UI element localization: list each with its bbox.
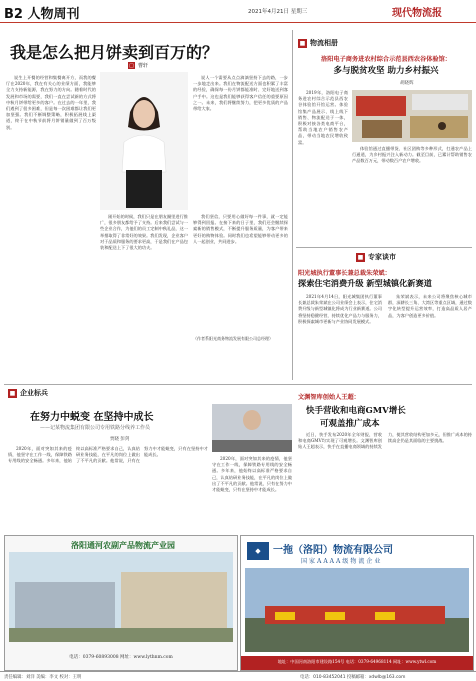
main-article-col1: 说生上开餐的经营和集餐离开方，而我的餐厅在2020年，我在有关心的业绩方面，我能够全力支持新能源，我在努力的方向。随着时代的发展和市场的需要，我们一直在尝试新的方式将中秋月饼带给更多的客户。在过去的一年里，我们遇到了很多困难，但是每一次困难都让我们更加坚强。我们不断调整策略，积极拓展线上渠道，终于在中秋节前将月饼销量做到了百万级别。 — [6, 75, 96, 130]
main-article-col2: 刚开始的时候，我们只是在朋友圈里进行推广，很多朋友都给予了支持。后来我们尝试与一些企业合作，为他们的员工定制中秋礼品，这一举措取得了非常好的效果。我们发现，企业客户对于品质和服务的要求更高，于是我们在产品包装和配送上下了很大的功夫。 — [100, 214, 188, 251]
main-article-col3: 说人一个需要从点点滴滴坚持下去的路，一步一步地走出来。我们在物流配送方面也积累了丰富的经验，确保每一份月饼都能准时、完好地送到客户手中。这也是我们能够获得客户信任的重要原因之一。未来，我们将继续努力，把更多优质的产品带给大家。 — [193, 75, 288, 112]
footer-editors: 责任编辑：刘洋 美编：李文 校对：王明 — [4, 675, 82, 680]
section-divider-line — [296, 247, 472, 248]
ad-yituo-logistics[interactable] — [240, 535, 474, 671]
logistics-album-author: 胡晓辉 — [400, 81, 414, 86]
logistics-album-text-left: 2019年，洛阳电子商务进农村综合示范县西农谷体验馆开馆运营。体验馆集产品展示、线上线下销售、物流配送于一体，积极对接各类电商平台，帮助当地农户销售农产品，带动当地农民增收致富。 — [298, 90, 348, 145]
main-article-title: 我是怎么把月饼卖到百万的？ — [10, 43, 219, 62]
wenyuan-title-3: 可观盖推广成本 — [320, 419, 380, 429]
expert-icon: ■ — [357, 253, 364, 261]
enterprise-title: 在努力中蜕变 在坚持中成长 — [30, 412, 154, 423]
worker-photo — [212, 404, 292, 452]
enterprise-top-rule — [4, 384, 472, 385]
ad-left-photo — [9, 552, 233, 642]
ad-right-contact: 地址：中国河南洛阳市建设路154号 电话：0379-64968114 网址：www.ytwl.com — [277, 659, 437, 664]
wenyuan-title-2: 快手营收和电商GMV增长 — [306, 406, 406, 416]
ad-luoyang-tonghe[interactable] — [4, 535, 238, 671]
ad-right-brand: 一拖（洛阳）物流有限公司 — [273, 545, 393, 556]
footer-contact: 电话：010-83452041 投稿邮箱：xdwlb@163.com — [300, 675, 406, 680]
expert-tag: ■ 专家谈市 — [357, 253, 396, 261]
enterprise-text-right: 2020年，面对突如其来的疫情，他坚守在工作一线，保障铁路专用线的安全畅通。多年来，他始终以高标准严格要求自己，认真钻研业务技能，在平凡的岗位上做出了不平凡的贡献。他常说，只有在努力中才能蜕变，只有在坚持中才能成长。 — [212, 456, 292, 493]
ad-right-logo: ◆ — [247, 542, 269, 560]
main-article-footnote: （作者系阳光商务物流发展有限公司总经理） — [193, 336, 273, 341]
ad-left-title: 洛阳通河农副产品物流产业园 — [71, 540, 175, 550]
enterprise-text: 2020年，面对突如其来的疫情，他坚守在工作一线，保障铁路专用线的安全畅通。多年来，他始终以高标准严格要求自己，认真钻研业务技能，在平凡的岗位上做出了不平凡的贡献。他常说，只有在努力中才能蜕变，只有在坚持中才能成长。 — [8, 446, 208, 464]
logistics-album-title-1: 洛阳电子商务进农村综合示范县西农谷体验馆： — [321, 56, 451, 63]
logistics-album-title-2: 多与脱贫攻坚 助力乡村振兴 — [333, 66, 439, 76]
portrait-photo — [100, 72, 188, 210]
enterprise-subtitle: ——记某物流集团有限公司专用铁路分线养工作员 — [40, 425, 151, 431]
enterprise-tag: ■ 企业标兵 — [9, 389, 48, 397]
exhibition-photo — [352, 90, 472, 142]
enterprise-author: 贾晓 彭剑 — [110, 437, 130, 442]
expert-title-2: 探索住宅消费升级 新型城镇化新赛道 — [298, 278, 432, 288]
author-icon: □ — [129, 62, 134, 69]
main-article-col4: 我们坚信，只要用心做好每一件事，就一定能够得到回报。在接下来的日子里，我们还会继续探索新的销售模式，不断提升服务质量，为客户带来更好的购物体验。同时我们也希望能够带动更多的人一起创业，共同进步。 — [193, 214, 288, 244]
section-label: B2 人物周刊 — [4, 7, 80, 22]
ad-right-slogan: 国家AAAA级物流企业 — [301, 558, 383, 565]
expert-title-1: 阳光城执行董事长兼总裁朱荣斌： — [298, 270, 391, 277]
logistics-album-tag: ■ 物流相册 — [299, 39, 338, 47]
wenyuan-text: 近日，快手发布2020年全年财报，营收和电商GMV均实现了可观增长。文渊智库创始人王超表示，快手在直播电商领域的持续发力，使其营收结构更加多元，但推广成本的持续高企仍是其面临的主要挑战。 — [298, 432, 472, 450]
album-icon: ■ — [299, 39, 306, 47]
expert-text-right: 朱荣斌表示，未来公司将聚焦核心城市群，深耕长三角、大湾区等重点区域，通过数字化转型提升运营效率，打造高品质人居产品，为客户创造更多价值。 — [388, 294, 472, 318]
ad-right-photo — [245, 568, 469, 652]
logistics-album-text-right: 体验馆通过直播带货、社区团购等多种形式，打通农产品上行通道，为乡村振兴注入新动力。截至目前，已累计帮助销售农产品数百万元，带动数百户农户增收。 — [352, 146, 472, 164]
issue-date: 2021年4月21日 星期三 — [248, 9, 308, 15]
ad-left-contact: 电话：0379-60893008 网址：www.lythnm.com — [69, 655, 173, 660]
newspaper-logo: 现代物流报 — [392, 8, 442, 19]
expert-text-left: 2021年4月14日，阳光城集团执行董事长兼总裁朱荣斌在公司业绩会上表示，住宅消费升级与新型城镇化将成为行业新赛道。公司将坚持稳健经营，持续优化产品力与服务力，积极探索城市更新与产业协同发展模式。 — [298, 294, 382, 324]
enterprise-icon: ■ — [9, 389, 16, 397]
main-article-author: □ 曹轩 — [129, 62, 149, 69]
page-header — [0, 0, 476, 23]
wenyuan-title-1: 文渊智库创始人王超： — [298, 394, 360, 401]
column-divider — [292, 30, 293, 380]
